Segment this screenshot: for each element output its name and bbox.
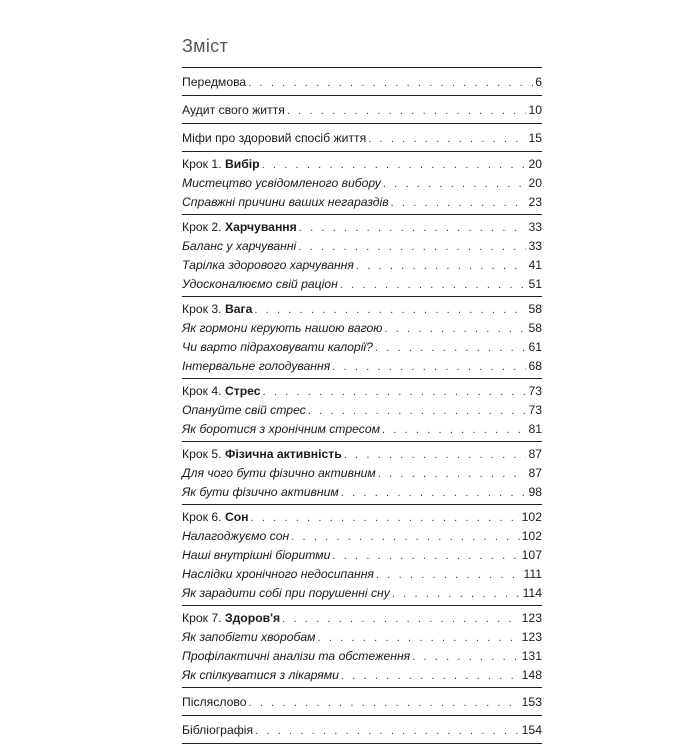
table-of-contents <box>182 36 542 744</box>
toc-subentry <box>182 527 542 546</box>
dot-leader <box>384 320 526 339</box>
toc-subentry <box>182 565 542 584</box>
toc-subentry <box>182 338 542 357</box>
dot-leader <box>412 648 519 667</box>
toc-section <box>182 95 542 123</box>
toc-entry <box>182 99 542 121</box>
toc-entry-label <box>182 719 253 741</box>
toc-page-number: 153 <box>521 695 542 709</box>
toc-subentry <box>182 483 542 502</box>
toc-entry-label <box>182 275 338 294</box>
dot-leader <box>378 465 527 484</box>
toc-page-number: 20 <box>528 157 542 171</box>
dot-leader <box>356 257 527 276</box>
dot-leader <box>375 339 527 358</box>
dot-leader <box>308 402 527 421</box>
toc-section <box>182 441 542 504</box>
toc-entry-text: Післяслово <box>182 695 247 709</box>
dot-leader <box>299 219 527 238</box>
toc-page-number: 73 <box>528 384 542 398</box>
toc-entry-label <box>182 464 376 483</box>
toc-page-number: 73 <box>528 403 542 417</box>
dot-leader <box>391 194 527 213</box>
dot-leader <box>392 585 521 604</box>
toc-section <box>182 378 542 441</box>
toc-entry <box>182 719 542 741</box>
toc-entry-label <box>182 71 246 93</box>
toc-entry-text: Як спілкуватися з лікарями <box>182 668 339 682</box>
toc-page-number: 51 <box>528 277 542 291</box>
toc-entry-label <box>182 256 354 275</box>
toc-entry <box>182 508 542 527</box>
dot-leader <box>382 421 526 440</box>
toc-section <box>182 296 542 378</box>
toc-subentry <box>182 464 542 483</box>
toc-entry <box>182 218 542 237</box>
toc-page-number: 23 <box>528 195 542 209</box>
toc-subentry <box>182 275 542 294</box>
toc-entry-label <box>182 237 296 256</box>
toc-entry <box>182 71 542 93</box>
toc-entry-label <box>182 527 289 546</box>
dot-leader <box>344 446 527 465</box>
toc-page-number: 33 <box>528 220 542 234</box>
toc-entry-label <box>182 357 330 376</box>
toc-entry-text: Інтервальне голодування <box>182 359 331 373</box>
dot-leader <box>332 358 526 377</box>
toc-entry-label <box>182 300 252 319</box>
toc-page-number: 58 <box>528 302 542 316</box>
toc-page-number: 10 <box>528 103 542 117</box>
toc-subentry <box>182 256 542 275</box>
toc-entry-bold-text: Вага <box>224 302 253 316</box>
toc-entry-label <box>182 691 247 713</box>
toc-entry-text: Крок 1. <box>182 157 225 171</box>
dot-leader <box>318 629 520 648</box>
toc-entry <box>182 155 542 174</box>
toc-entry-label <box>182 338 373 357</box>
toc-entry-text: Бібліографія <box>182 723 254 737</box>
toc-entry-label <box>182 609 280 628</box>
toc-entry-label <box>182 483 339 502</box>
toc-page-number: 102 <box>521 510 542 524</box>
dot-leader <box>263 383 527 402</box>
toc-entry-label <box>182 546 330 565</box>
toc-subentry <box>182 401 542 420</box>
dot-leader <box>287 100 527 122</box>
toc-page-number: 20 <box>528 176 542 190</box>
toc-entry-bold-text: Сон <box>224 510 249 524</box>
toc-subentry <box>182 666 542 685</box>
toc-entry-label <box>182 584 390 603</box>
toc-entry-text: Справжні причини ваших негараздів <box>182 195 389 209</box>
toc-entry-label <box>182 420 380 439</box>
toc-entry-label <box>182 565 374 584</box>
dot-leader <box>341 667 520 686</box>
toc-entry-label <box>182 628 316 647</box>
toc-subentry <box>182 546 542 565</box>
toc-section <box>182 504 542 605</box>
toc-entry-text: Профілактичні аналізи та обстеження <box>182 649 411 663</box>
toc-entry-label <box>182 127 366 149</box>
toc-entry-text: Передмова <box>182 75 247 89</box>
dot-leader <box>291 528 519 547</box>
toc-entry-bold-text: Харчування <box>224 220 297 234</box>
toc-entry-text: Для чого бути фізично активним <box>182 466 376 480</box>
toc-entry-text: Крок 2. <box>182 220 225 234</box>
dot-leader <box>249 692 520 714</box>
toc-page-number: 154 <box>521 723 542 737</box>
toc-entry <box>182 300 542 319</box>
toc-entry-label <box>182 174 381 193</box>
toc-page-number: 87 <box>528 466 542 480</box>
toc-entry-text: Налагоджуємо сон <box>182 529 290 543</box>
toc-entry-text: Крок 6. <box>182 510 225 524</box>
dot-leader <box>340 276 527 295</box>
toc-entry <box>182 382 542 401</box>
toc-page-number: 6 <box>535 75 542 89</box>
toc-page-number: 111 <box>523 567 542 581</box>
toc-entry-text: Крок 3. <box>182 302 225 316</box>
toc-page-number: 15 <box>528 131 542 145</box>
toc-section <box>182 123 542 151</box>
toc-page-number: 123 <box>521 630 542 644</box>
toc-entry-text: Чи варто підраховувати калорії? <box>182 340 373 354</box>
toc-entry-bold-text: Вибір <box>224 157 260 171</box>
toc-title: Зміст <box>182 36 228 56</box>
toc-entry-label <box>182 445 342 464</box>
dot-leader <box>282 610 520 629</box>
toc-page-number: 114 <box>522 586 542 600</box>
dot-leader <box>254 301 526 320</box>
toc-page-number: 148 <box>521 668 542 682</box>
toc-entry-text: Баланс у харчуванні <box>182 239 297 253</box>
toc-page-number: 131 <box>521 649 542 663</box>
dot-leader <box>332 547 519 566</box>
toc-subentry <box>182 420 542 439</box>
toc-page-number: 68 <box>528 359 542 373</box>
toc-entry-text: Як запобігти хворобам <box>182 630 316 644</box>
toc-section <box>182 715 542 744</box>
toc-page-number: 107 <box>521 548 542 562</box>
toc-page-number: 81 <box>528 422 542 436</box>
toc-entry-text: Як гормони керують нашою вагою <box>182 321 383 335</box>
toc-entry-label <box>182 155 260 174</box>
dot-leader <box>383 175 527 194</box>
toc-entry-text: Міфи про здоровий спосіб життя <box>182 131 367 145</box>
toc-subentry <box>182 584 542 603</box>
toc-page-number: 87 <box>528 447 542 461</box>
toc-subentry <box>182 193 542 212</box>
toc-entry-text: Крок 7. <box>182 611 225 625</box>
toc-entry-label <box>182 193 389 212</box>
toc-subentry <box>182 174 542 193</box>
toc-entry <box>182 127 542 149</box>
toc-subentry <box>182 237 542 256</box>
toc-entry-text: Мистецтво усвідомленого вибору <box>182 176 381 190</box>
dot-leader <box>251 509 520 528</box>
toc-subentry <box>182 357 542 376</box>
toc-page-number: 123 <box>521 611 542 625</box>
dot-leader <box>368 128 526 150</box>
toc-subentry <box>182 319 542 338</box>
toc-entry-label <box>182 319 382 338</box>
toc-subentry <box>182 628 542 647</box>
toc-sections <box>182 67 542 744</box>
toc-entry-label <box>182 647 410 666</box>
toc-entry-bold-text: Здоров'я <box>224 611 281 625</box>
toc-entry <box>182 445 542 464</box>
toc-entry-label <box>182 218 297 237</box>
toc-entry-bold-text: Стрес <box>224 384 261 398</box>
toc-entry-text: Крок 4. <box>182 384 225 398</box>
toc-entry <box>182 609 542 628</box>
toc-entry-label <box>182 99 285 121</box>
toc-entry-text: Опануйте свій стрес <box>182 403 306 417</box>
toc-subentry <box>182 647 542 666</box>
toc-entry-text: Наші внутрішні біоритми <box>182 548 331 562</box>
toc-page-number: 98 <box>528 485 542 499</box>
dot-leader <box>262 156 527 175</box>
toc-entry-text: Тарілка здорового харчування <box>182 258 354 272</box>
toc-entry-label <box>182 508 249 527</box>
dot-leader <box>376 566 522 585</box>
toc-section <box>182 605 542 687</box>
toc-entry-text: Наслідки хронічного недосипання <box>182 567 374 581</box>
toc-entry-bold-text: Фізична активність <box>224 447 342 461</box>
dot-leader <box>248 72 533 94</box>
toc-entry-label <box>182 401 306 420</box>
toc-entry-text: Удосконалюємо свій раціон <box>182 277 338 291</box>
toc-entry-label <box>182 666 339 685</box>
toc-page-number: 61 <box>528 340 542 354</box>
toc-section <box>182 151 542 214</box>
toc-page-number: 102 <box>521 529 542 543</box>
toc-entry-text: Аудит свого життя <box>182 103 285 117</box>
toc-entry-text: Крок 5. <box>182 447 225 461</box>
toc-section <box>182 687 542 715</box>
dot-leader <box>255 720 520 742</box>
toc-entry-text: Як бути фізично активним <box>182 485 339 499</box>
toc-page-number: 41 <box>528 258 542 272</box>
toc-page-number: 33 <box>528 239 542 253</box>
dot-leader <box>341 484 527 503</box>
toc-page-number: 58 <box>528 321 542 335</box>
toc-section <box>182 214 542 296</box>
toc-entry-label <box>182 382 261 401</box>
dot-leader <box>298 238 526 257</box>
toc-entry-text: Як боротися з хронічним стресом <box>182 422 380 436</box>
toc-entry-text: Як зарадити собі при порушенні сну <box>182 586 390 600</box>
toc-entry <box>182 691 542 713</box>
toc-section <box>182 67 542 95</box>
